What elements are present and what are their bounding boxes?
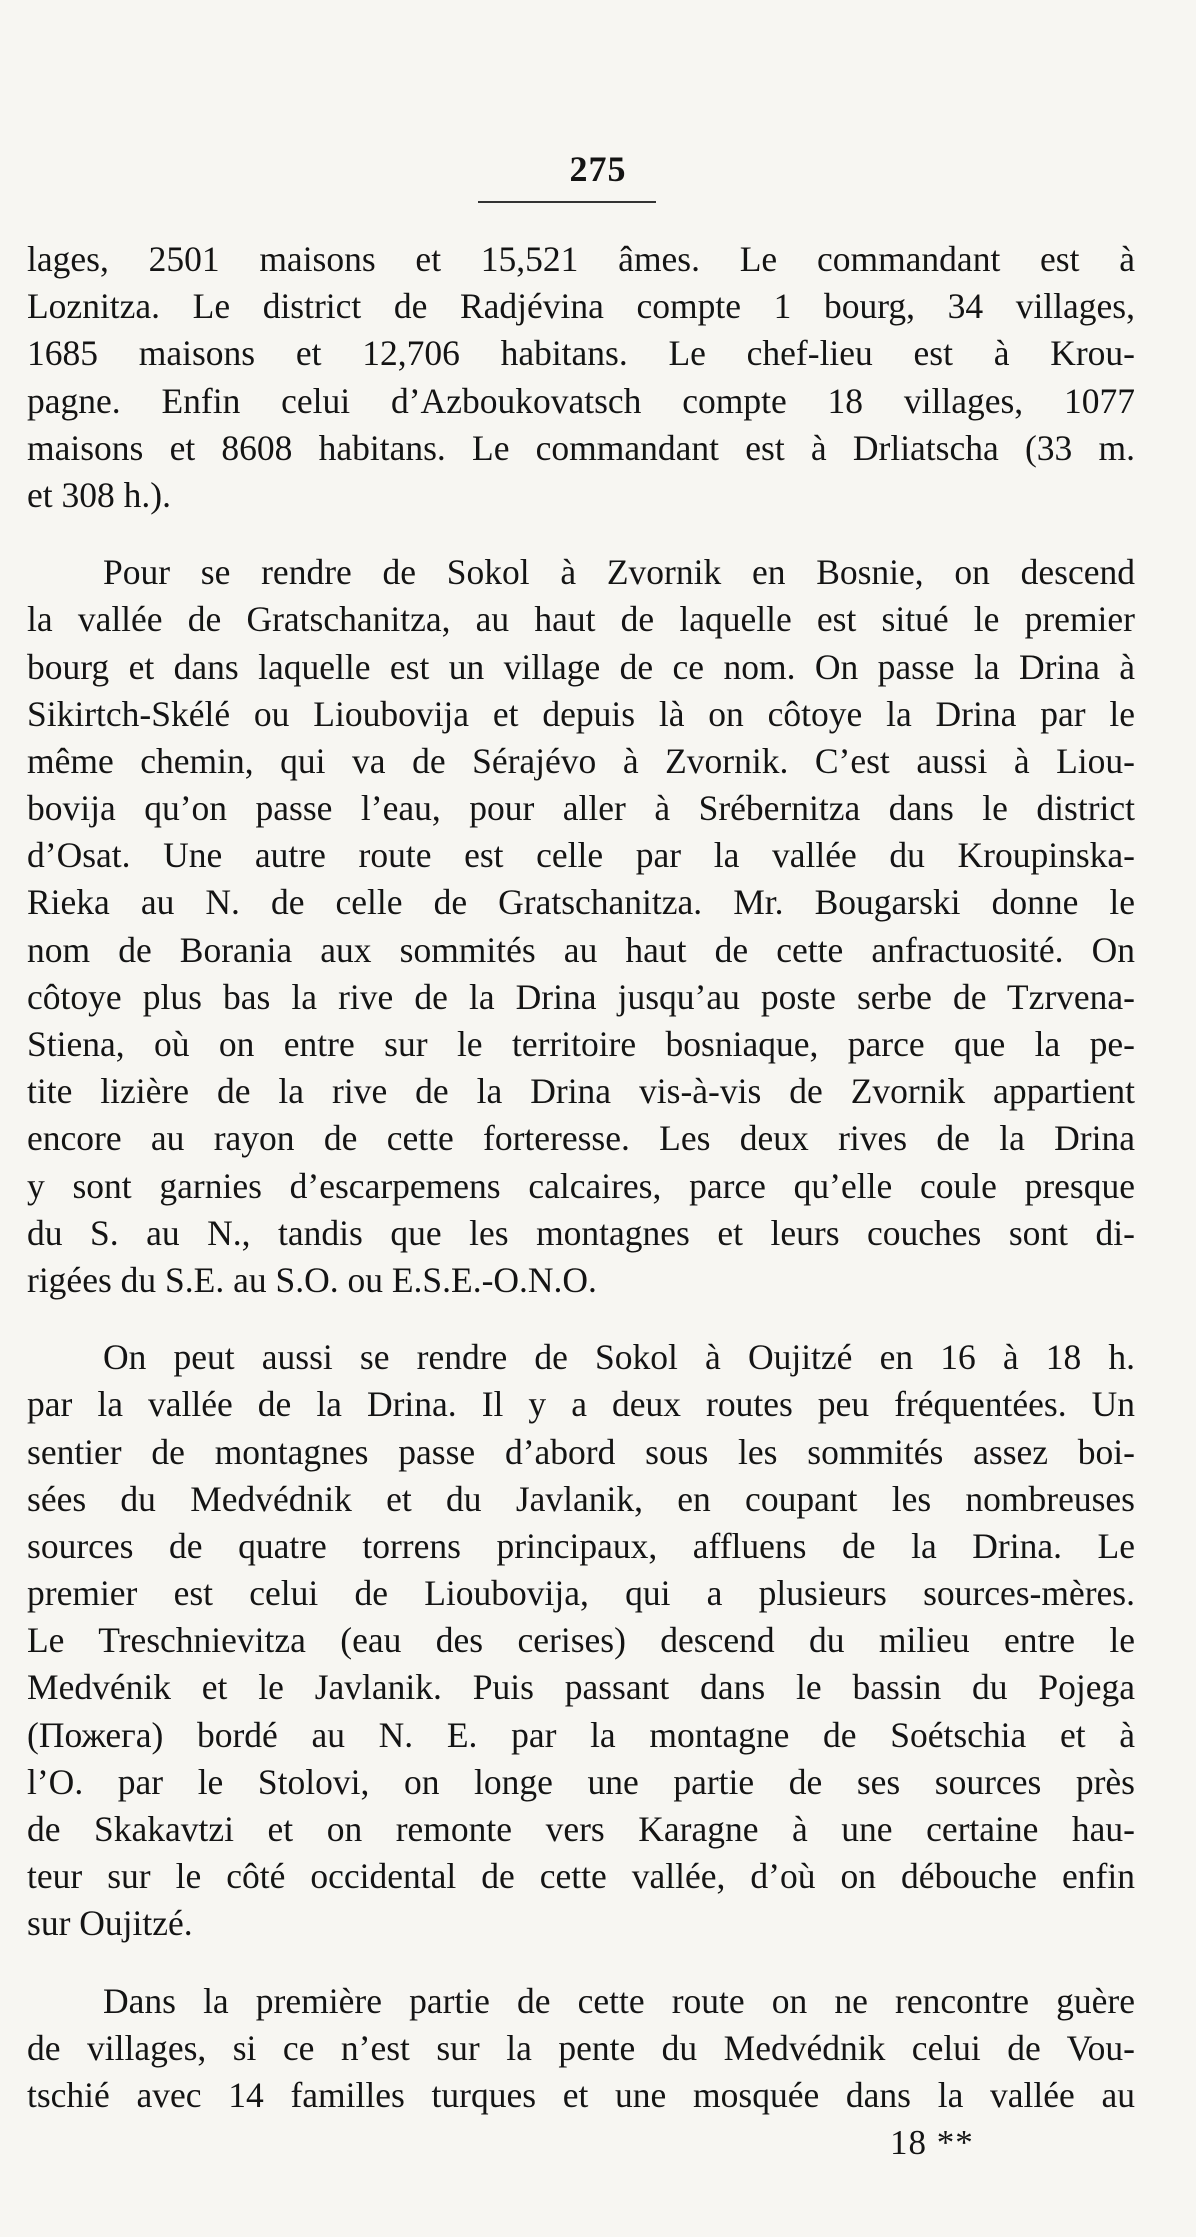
text-line: maisons et 8608 habitans. Le commandant est à Drliatscha (33 m. bbox=[27, 427, 1135, 468]
paragraph-2 bbox=[27, 549, 1135, 1304]
text-line: bourg et dans laquelle est un village de ce nom. On passe la Drina à bbox=[27, 646, 1135, 687]
text-line: par la vallée de la Drina. Il y a deux routes peu fréquentées. Un bbox=[27, 1384, 1135, 1425]
text-line: de Skakavtzi et on remonte vers Karagne à une certaine hau- bbox=[27, 1809, 1135, 1849]
paragraph-4 bbox=[27, 1978, 1135, 2120]
text-line: sources de quatre torrens principaux, affluens de la Drina. Le bbox=[27, 1525, 1135, 1566]
paragraph-1 bbox=[27, 236, 1135, 519]
page-number: 275 bbox=[569, 149, 627, 189]
signature-mark: 18 ** bbox=[890, 2123, 974, 2162]
text-line: Sikirtch-Skélé ou Lioubovija et depuis là on côtoye la Drina par le bbox=[27, 693, 1135, 734]
text-line: Stiena, où on entre sur le territoire bosniaque, parce que la pe- bbox=[27, 1024, 1135, 1064]
text-line: d’Osat. Une autre route est celle par la vallée du Kroupinska- bbox=[27, 835, 1135, 876]
header-rule bbox=[478, 201, 656, 203]
text-line: Loznitza. Le district de Radjévina compte 1 bourg, 34 villages, bbox=[27, 286, 1135, 327]
text-line: pagne. Enfin celui d’Azboukovatsch compte 18 villages, 1077 bbox=[27, 380, 1135, 421]
text-line: On peut aussi se rendre de Sokol à Oujitzé en 16 à 18 h. bbox=[103, 1337, 1135, 1378]
text-line: (Пожега) bordé au N. E. par la montagne de Soétschia et à bbox=[27, 1714, 1135, 1755]
paragraph-3 bbox=[27, 1334, 1135, 1947]
text-line: teur sur le côté occidental de cette vallée, d’où on débouche enfin bbox=[27, 1856, 1135, 1897]
text-line: sées du Medvédnik et du Javlanik, en coupant les nombreuses bbox=[27, 1478, 1135, 1519]
text-line: sur Oujitzé. bbox=[27, 1903, 193, 1944]
text-line: même chemin, qui va de Sérajévo à Zvornik. C’est aussi à Liou- bbox=[27, 740, 1135, 781]
body-text bbox=[27, 236, 1135, 2149]
text-line: tschié avec 14 familles turques et une mosquée dans la vallée au bbox=[27, 2074, 1135, 2115]
text-line: premier est celui de Lioubovija, qui a plusieurs sources-mères. bbox=[27, 1573, 1135, 1614]
text-line: Medvénik et le Javlanik. Puis passant dans le bassin du Pojega bbox=[27, 1667, 1135, 1708]
text-line: sentier de montagnes passe d’abord sous les sommités assez boi- bbox=[27, 1431, 1135, 1472]
text-line: et 308 h.). bbox=[27, 474, 171, 515]
text-line: du S. au N., tandis que les montagnes et leurs couches sont di- bbox=[27, 1212, 1135, 1253]
text-line: côtoye plus bas la rive de la Drina jusqu’au poste serbe de Tzrvena- bbox=[27, 976, 1135, 1017]
text-line: Dans la première partie de cette route on ne rencontre guère bbox=[103, 1980, 1135, 2021]
text-line: bovija qu’on passe l’eau, pour aller à Srébernitza dans le district bbox=[27, 788, 1135, 829]
text-line: tite lizière de la rive de la Drina vis-à-vis de Zvornik appartient bbox=[27, 1071, 1135, 1112]
text-line: Rieka au N. de celle de Gratschanitza. Mr. Bougarski donne le bbox=[27, 882, 1135, 923]
text-line: 1685 maisons et 12,706 habitans. Le chef-lieu est à Krou- bbox=[27, 333, 1135, 374]
text-line: de villages, si ce n’est sur la pente du Medvédnik celui de Vou- bbox=[27, 2027, 1135, 2068]
text-line: nom de Borania aux sommités au haut de cette anfractuosité. On bbox=[27, 929, 1135, 970]
text-line: l’O. par le Stolovi, on longe une partie de ses sources près bbox=[27, 1761, 1135, 1802]
text-line: rigées du S.E. au S.O. ou E.S.E.-O.N.O. bbox=[27, 1259, 597, 1300]
text-line: y sont garnies d’escarpemens calcaires, parce qu’elle coule presque bbox=[27, 1165, 1135, 1206]
text-line: encore au rayon de cette forteresse. Les deux rives de la Drina bbox=[27, 1118, 1135, 1159]
text-line: la vallée de Gratschanitza, au haut de laquelle est situé le premier bbox=[27, 599, 1135, 640]
text-line: lages, 2501 maisons et 15,521 âmes. Le commandant est à bbox=[27, 239, 1135, 279]
text-line: Le Treschnievitza (eau des cerises) descend du milieu entre le bbox=[27, 1620, 1135, 1661]
text-line: Pour se rendre de Sokol à Zvornik en Bosnie, on descend bbox=[103, 552, 1135, 593]
